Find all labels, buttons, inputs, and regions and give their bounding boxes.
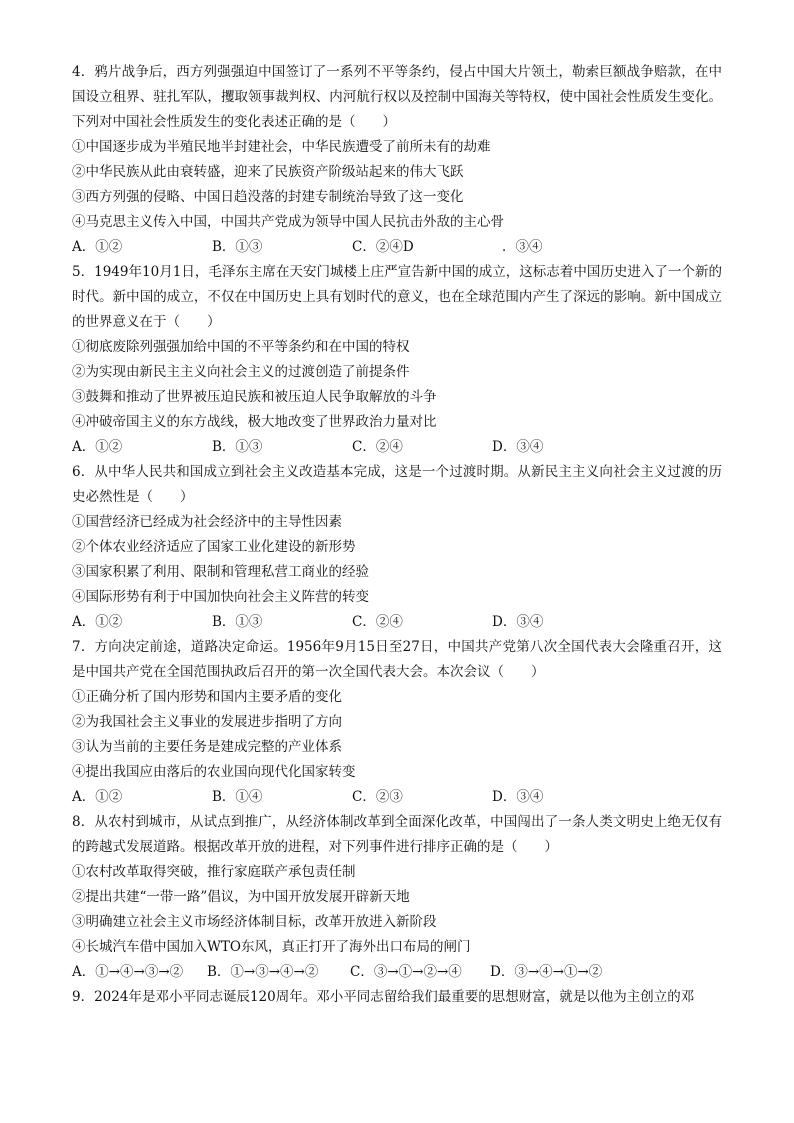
question-stem: 6．从中华人民共和国成立到社会主义改造基本完成，这是一个过渡时期。从新民主主义向社会主义过渡的历史必然性是（ ） xyxy=(72,464,722,505)
choice-b: B．①③ xyxy=(212,239,263,255)
choice-b: B．①③ xyxy=(212,614,263,630)
answer-choices xyxy=(72,960,722,985)
statement-item: ③鼓舞和推动了世界被压迫民族和被压迫人民争取解放的斗争 xyxy=(72,389,437,405)
choice-d: D．③④ xyxy=(492,789,544,805)
choice-c: C．②④ xyxy=(352,439,403,455)
statement-item: ②中华民族从此由衰转盛，迎来了民族资产阶级站起来的伟大飞跃 xyxy=(72,164,464,180)
statement-item: ④马克思主义传入中国，中国共产党成为领导中国人民抗击外敌的主心骨 xyxy=(72,214,504,230)
answer-choices xyxy=(72,235,722,260)
choice-d: D．③④ xyxy=(492,614,544,630)
choice-b: B．①④ xyxy=(212,789,263,805)
statement-item: ③认为当前的主要任务是建成完整的产业体系 xyxy=(72,739,342,755)
statement-item: ②为我国社会主义事业的发展进步指明了方向 xyxy=(72,714,342,730)
statement-item: ①正确分析了国内形势和国内主要矛盾的变化 xyxy=(72,689,342,705)
statement-item: ③明确建立社会主义市场经济体制目标，改革开放进入新阶段 xyxy=(72,914,437,930)
statement-item: ①彻底废除列强强加给中国的不平等条约和在中国的特权 xyxy=(72,339,410,355)
answer-choices xyxy=(72,785,722,810)
choice-a: A．①② xyxy=(72,439,123,455)
statement-item: ②为实现由新民主主义向社会主义的过渡创造了前提条件 xyxy=(72,364,410,380)
answer-choices xyxy=(72,610,722,635)
question-8 xyxy=(72,810,722,985)
question-5 xyxy=(72,260,722,460)
choice-b: B．①→③→④→② xyxy=(207,964,319,980)
question-stem: 9．2024年是邓小平同志诞辰120周年。邓小平同志留给我们最重要的思想财富，就是以他为主创立的邓 xyxy=(72,989,695,1005)
statement-item: ③国家积累了利用、限制和管理私营工商业的经验 xyxy=(72,564,369,580)
statement-item: ②提出共建“一带一路”倡议，为中国开放发展开辟新天地 xyxy=(72,889,410,905)
statement-item: ④冲破帝国主义的东方战线，极大地改变了世界政治力量对比 xyxy=(72,414,437,430)
statement-item: ①国营经济已经成为社会经济中的主导性因素 xyxy=(72,514,342,530)
question-9 xyxy=(72,985,722,1010)
statement-item: ④长城汽车借中国加入WTO东风，真正打开了海外出口布局的闸门 xyxy=(72,939,471,955)
choice-a: A．①② xyxy=(72,614,123,630)
choice-d: D．③④ xyxy=(492,439,544,455)
choice-c: C．②③ xyxy=(352,789,403,805)
question-stem: 4．鸦片战争后，西方列强强迫中国签订了一系列不平等条约，侵占中国大片领土，勒索巨额战争赔款，在中国设立租界、驻扎军队，攫取领事裁判权、内河航行权以及控制中国海关等特权，使中国社会性质发生变化。下列对中国社会性质发生的变化表述正确的是（ ） xyxy=(72,64,722,130)
statement-item: ④提出我国应由落后的农业国向现代化国家转变 xyxy=(72,764,356,780)
choice-c: C．③→①→②→④ xyxy=(350,964,462,980)
exam-page xyxy=(72,60,722,1010)
choice-a: A．①② xyxy=(72,789,123,805)
choice-c: C．②④D xyxy=(352,239,414,255)
choice-d: ．③④ xyxy=(502,239,543,255)
statement-item: ④国际形势有利于中国加快向社会主义阵营的转变 xyxy=(72,589,369,605)
choice-c: C．②④ xyxy=(352,614,403,630)
statement-item: ①中国逐步成为半殖民地半封建社会，中华民族遭受了前所未有的劫难 xyxy=(72,139,491,155)
question-stem: 7．方向决定前途，道路决定命运。1956年9月15日至27日，中国共产党第八次全国代表大会隆重召开，这是中国共产党在全国范围执政后召开的第一次全国代表大会。本次会议（ ） xyxy=(72,639,722,680)
statement-item: ②个体农业经济适应了国家工业化建设的新形势 xyxy=(72,539,356,555)
statement-item: ③西方列强的侵略、中国日趋没落的封建专制统治导致了这一变化 xyxy=(72,189,464,205)
choice-d: D．③→④→①→② xyxy=(490,964,603,980)
choice-b: B．①③ xyxy=(212,439,263,455)
statement-item: ①农村改革取得突破，推行家庭联产承包责任制 xyxy=(72,864,356,880)
choice-a: A．①② xyxy=(72,239,123,255)
question-4 xyxy=(72,60,722,260)
question-6 xyxy=(72,460,722,635)
choice-a: A．①→④→③→② xyxy=(72,964,184,980)
question-stem: 8．从农村到城市，从试点到推广，从经济体制改革到全面深化改革，中国闯出了一条人类文明史上绝无仅有的跨越式发展道路。根据改革开放的进程，对下列事件进行排序正确的是（ ） xyxy=(72,814,722,855)
answer-choices xyxy=(72,435,722,460)
question-7 xyxy=(72,635,722,810)
question-stem: 5．1949年10月1日，毛泽东主席在天安门城楼上庄严宣告新中国的成立，这标志着中国历史进入了一个新的时代。新中国的成立，不仅在中国历史上具有划时代的意义，也在全球范围内产生了深远的影响。新中国成立的世界意义在于（ ） xyxy=(72,264,722,330)
